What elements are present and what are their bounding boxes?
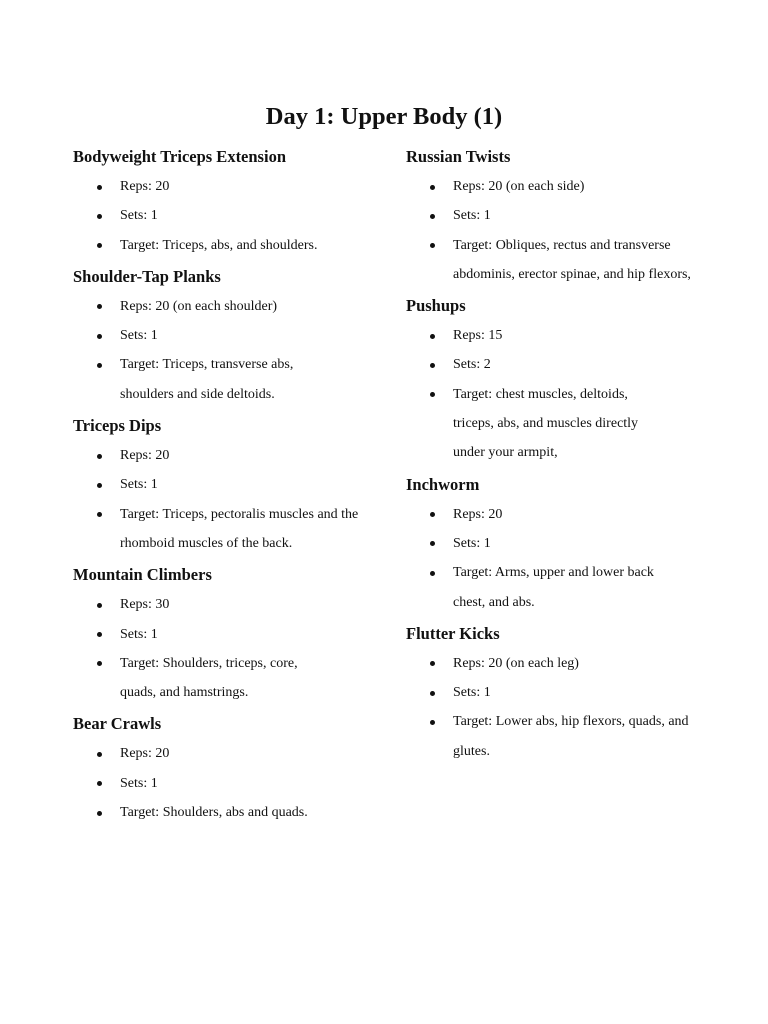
page-title: Day 1: Upper Body (1)	[265, 103, 503, 130]
exercise-detail-list	[406, 649, 706, 766]
exercise-title: Pushups	[406, 296, 466, 316]
exercise-title: Shoulder-Tap Planks	[73, 266, 221, 286]
exercise-shoulder-tap-planks	[73, 264, 393, 409]
exercise-russian-twists	[406, 144, 706, 289]
exercise-inchworm	[406, 472, 706, 617]
exercise-title: Bodyweight Triceps Extension	[73, 147, 286, 166]
exercise-title: Triceps Dips	[73, 416, 162, 436]
exercise-detail-list	[73, 441, 393, 558]
sets-item: Sets: 1	[406, 529, 706, 558]
exercise-mountain-climbers	[73, 562, 393, 707]
reps-item: Reps: 20	[73, 172, 393, 201]
sets-item: Sets: 1	[73, 201, 393, 230]
exercise-title: Mountain Climbers	[73, 565, 212, 585]
exercise-flutter-kicks	[406, 621, 706, 766]
left-column	[73, 144, 393, 831]
sets-item: Sets: 2	[406, 350, 706, 379]
exercise-detail-list	[73, 172, 393, 260]
reps-item: Reps: 15	[406, 321, 706, 350]
target-item: Target: Lower abs, hip flexors, quads, and glutes.	[406, 707, 693, 766]
sets-item: Sets: 1	[73, 470, 393, 499]
exercise-bodyweight-triceps-extension	[73, 144, 393, 260]
sets-item: Sets: 1	[73, 620, 393, 649]
exercise-detail-list	[73, 292, 393, 409]
right-column	[406, 144, 706, 770]
exercise-title: Bear Crawls	[73, 714, 162, 734]
reps-item: Reps: 20	[73, 739, 393, 768]
reps-item: Reps: 20 (on each shoulder)	[73, 292, 393, 321]
reps-item: Reps: 20 (on each side)	[406, 172, 706, 201]
exercise-detail-list	[73, 590, 393, 707]
exercise-detail-list	[73, 739, 393, 827]
sets-item: Sets: 1	[73, 769, 393, 798]
exercise-pushups	[406, 293, 706, 467]
target-item: Target: Triceps, abs, and shoulders.	[73, 231, 393, 260]
exercise-detail-list	[406, 500, 706, 617]
sets-item: Sets: 1	[73, 321, 393, 350]
target-item: Target: chest muscles, deltoids, triceps, abs, and muscles directly under your armpit,	[406, 380, 668, 468]
target-item: Target: Triceps, pectoralis muscles and the rhomboid muscles of the back.	[73, 500, 365, 559]
exercise-triceps-dips	[73, 413, 393, 558]
exercise-title: Inchworm	[406, 474, 480, 494]
sets-item: Sets: 1	[406, 201, 706, 230]
sets-item: Sets: 1	[406, 678, 706, 707]
reps-item: Reps: 20	[73, 441, 393, 470]
exercise-bear-crawls	[73, 711, 393, 827]
exercise-title: Flutter Kicks	[406, 623, 500, 643]
target-item: Target: Arms, upper and lower back chest, and abs.	[406, 558, 688, 617]
target-item: Target: Triceps, transverse abs, shoulders and side deltoids.	[73, 350, 330, 409]
target-item: Target: Obliques, rectus and transverse abdominis, erector spinae, and hip flexors,	[406, 231, 693, 290]
exercise-detail-list	[406, 321, 706, 467]
exercise-title: Russian Twists	[406, 147, 511, 166]
exercise-detail-list	[406, 172, 706, 289]
reps-item: Reps: 20	[406, 500, 706, 529]
reps-item: Reps: 30	[73, 590, 393, 619]
target-item: Target: Shoulders, abs and quads.	[73, 798, 393, 827]
target-item: Target: Shoulders, triceps, core, quads, and hamstrings.	[73, 649, 330, 708]
reps-item: Reps: 20 (on each leg)	[406, 649, 706, 678]
